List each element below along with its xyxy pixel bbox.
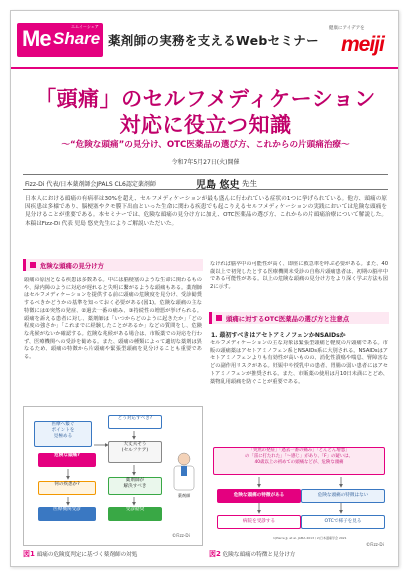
- figure2-top-note: 「突然の発症」「過去一番の痛み」「どんどん増悪」 の「雷に打たれた」「〜感じ」があり、「F」の疑いは、 40歳以上の初めての頭痛などが、危険な頭痛: [213, 447, 385, 475]
- figure1-caption-text: 頭痛の危険度判定に基づく薬剤師の対処: [36, 552, 138, 558]
- brand-tag: エムイーシェア: [71, 24, 99, 29]
- intro-paragraph: 日本人における頭痛の有病率は30%を超え、セルフメディケーションが最も盛んに行われている症状の1つに挙げられている。他方、頭痛の原因疾患は多様であり、脳梗塞やクモ膜下出血といった生命に関わる疾患でも起こりえるセルフメディケーションの実践においては危険な頭痛を見分けることが重要である。本セミナーでは、危険な頭痛の見分け方に加え、OTC医薬品の選び方、これからの片頭痛治療について解説した。本稿はFizz-Di 代表 児島 悠史先生によりご解説いただいた。: [25, 196, 387, 227]
- figure1-diagram: [23, 406, 203, 546]
- main-title-line1: 「頭痛」のセルフメディケーション: [35, 87, 376, 111]
- box-otc: 大丈夫そう (セルフケア): [108, 441, 162, 463]
- event-date: 令和7年5月27日(火)開催: [171, 159, 240, 166]
- brand-share: Share: [53, 29, 101, 48]
- figure2-bottom-right: OTCで様子を見る: [301, 515, 385, 529]
- figure2-diagram: [209, 447, 391, 547]
- header: [11, 11, 399, 73]
- box-pharmacist: 薬剤師: [177, 493, 191, 498]
- figure1-number: 図1: [23, 550, 35, 558]
- presenter-honorific: 先生: [242, 179, 257, 188]
- box-medicine-label: 薬剤師が 解決すべき: [108, 477, 162, 495]
- presenter-affiliation: Fizz-Di 代表/日本薬剤師会JPALS CL6認定薬剤師: [25, 181, 156, 188]
- figure2-left-box: 危険な頭痛の特徴がある: [217, 489, 301, 503]
- meiji-logo: meiji: [341, 33, 384, 56]
- box-suspect: どう対応すべき?: [108, 415, 162, 429]
- figure1-caption: [23, 549, 137, 559]
- figure2-number: 図2: [209, 550, 221, 558]
- box-visit: 受診勧奨: [108, 507, 162, 521]
- brand-me: Me: [22, 26, 51, 51]
- section1-continued: なければ脳卒中の可能性が高く、即座に救急車を呼ぶ必要がある。また、40歳以上で初発したとする医療機関未受診の自称片頭痛患者は、初期の脳卒中である可能性がある。以上の危険な頭痛の見分け方をより深く学ぶ方法も図2に示す。: [210, 261, 388, 291]
- section-square-icon: [216, 315, 222, 321]
- box-not-danger: 何の疾患か?: [38, 481, 96, 495]
- figure2-right-box: 危険な頭痛の特徴はない: [301, 489, 385, 503]
- box-danger: 危険な頭痛?: [38, 453, 96, 467]
- me-share-logo: [17, 23, 103, 57]
- main-title-line2: 対応に役立つ知識: [119, 113, 292, 137]
- sponsor-tagline: 健康にアイデアを: [329, 26, 365, 31]
- presenter-name: 児島 悠史: [196, 180, 240, 191]
- figure2-bottom-left: 病院を受診する: [217, 515, 301, 529]
- box-triage: 医療機関受診: [38, 507, 96, 521]
- seminar-series-title: 薬剤師の実務を支えるWebセミナー: [108, 33, 319, 48]
- section-square-icon: [30, 262, 36, 268]
- section1-heading: [23, 259, 203, 271]
- section2-heading: [209, 312, 389, 324]
- box-recommend-visit: 医療へ繋ぐ ポイントを 見極める: [34, 421, 92, 447]
- figure2-references: 1)Pierre JJ, et al. JAMA 2013 / 2)日本頭痛学会 2021: [273, 536, 347, 540]
- section2-subheading: 1. 最初すべきはアセトアミノフェンかNSAIDsか: [211, 332, 346, 339]
- figure1-credit: ©Fizz-Di: [172, 533, 190, 538]
- subtitle: 〜“危険な頭痛”の見分け、OTC医薬品の選び方、これからの片頭痛治療〜: [61, 140, 350, 150]
- figure2-caption: [209, 549, 295, 559]
- figure2-caption-text: 危険な頭痛の特徴と見分け方: [222, 552, 296, 558]
- section1-heading-text: 危険な頭痛の見分け方: [40, 262, 104, 270]
- presenter-bar: [23, 174, 388, 190]
- header-divider: [11, 67, 399, 69]
- section2-heading-text: 頭痛に対するOTC医薬品の選び方と注意点: [226, 315, 350, 323]
- section2-body: セルフメディケーションの主な対象は緊張型頭痛と軽度の片頭痛である。市販の頭痛薬はアセトアミノフェン系とNSAIDs系に大別される。NSAIDsはアセトアミノフェンよりも有効性が高いものの、消化性潰瘍や喘息、腎障害などの副作用リスクがある。妊娠中や授乳中の患者、胃腸の弱い患者にはアセトアミノフェンが推奨される。また、市販薬の使用は月10日未満にとどめ、薬物乱用頭痛を防ぐことが重要である。: [210, 340, 388, 385]
- figure2-credit: ©Fizz-Di: [366, 542, 384, 547]
- document-page: [10, 10, 399, 567]
- section1-body: 頭痛の原因となる疾患は多数ある。中には脳梗塞のような生命に関わるものや、緑内障のように対応が遅れると失明に繋がるような頭痛もある。薬剤師はセルフメディケーションを提供する前に頭痛の危険度を見分け、受診勧奨するべきかどうかの基準を知っておく必要がある(図1)。危険な頭痛の主な特徴には①突然の発症、②過去一番の痛み、③持続性の増悪が挙げられる。頭痛を訴える患者に対し、薬剤師は「いつからどのように起きたか」「どの程度の強さか」「これまでに経験したことがあるか」などの質問をし、危険な兆候がないか確認する。危険な兆候がある場合は、市販薬での対応を行わず、医療機関への受診を勧める。また、頭痛の種類によって適切な薬剤は異なるため、頭痛の特徴から片頭痛や緊張型頭痛を見分けることも重要である。: [24, 277, 202, 361]
